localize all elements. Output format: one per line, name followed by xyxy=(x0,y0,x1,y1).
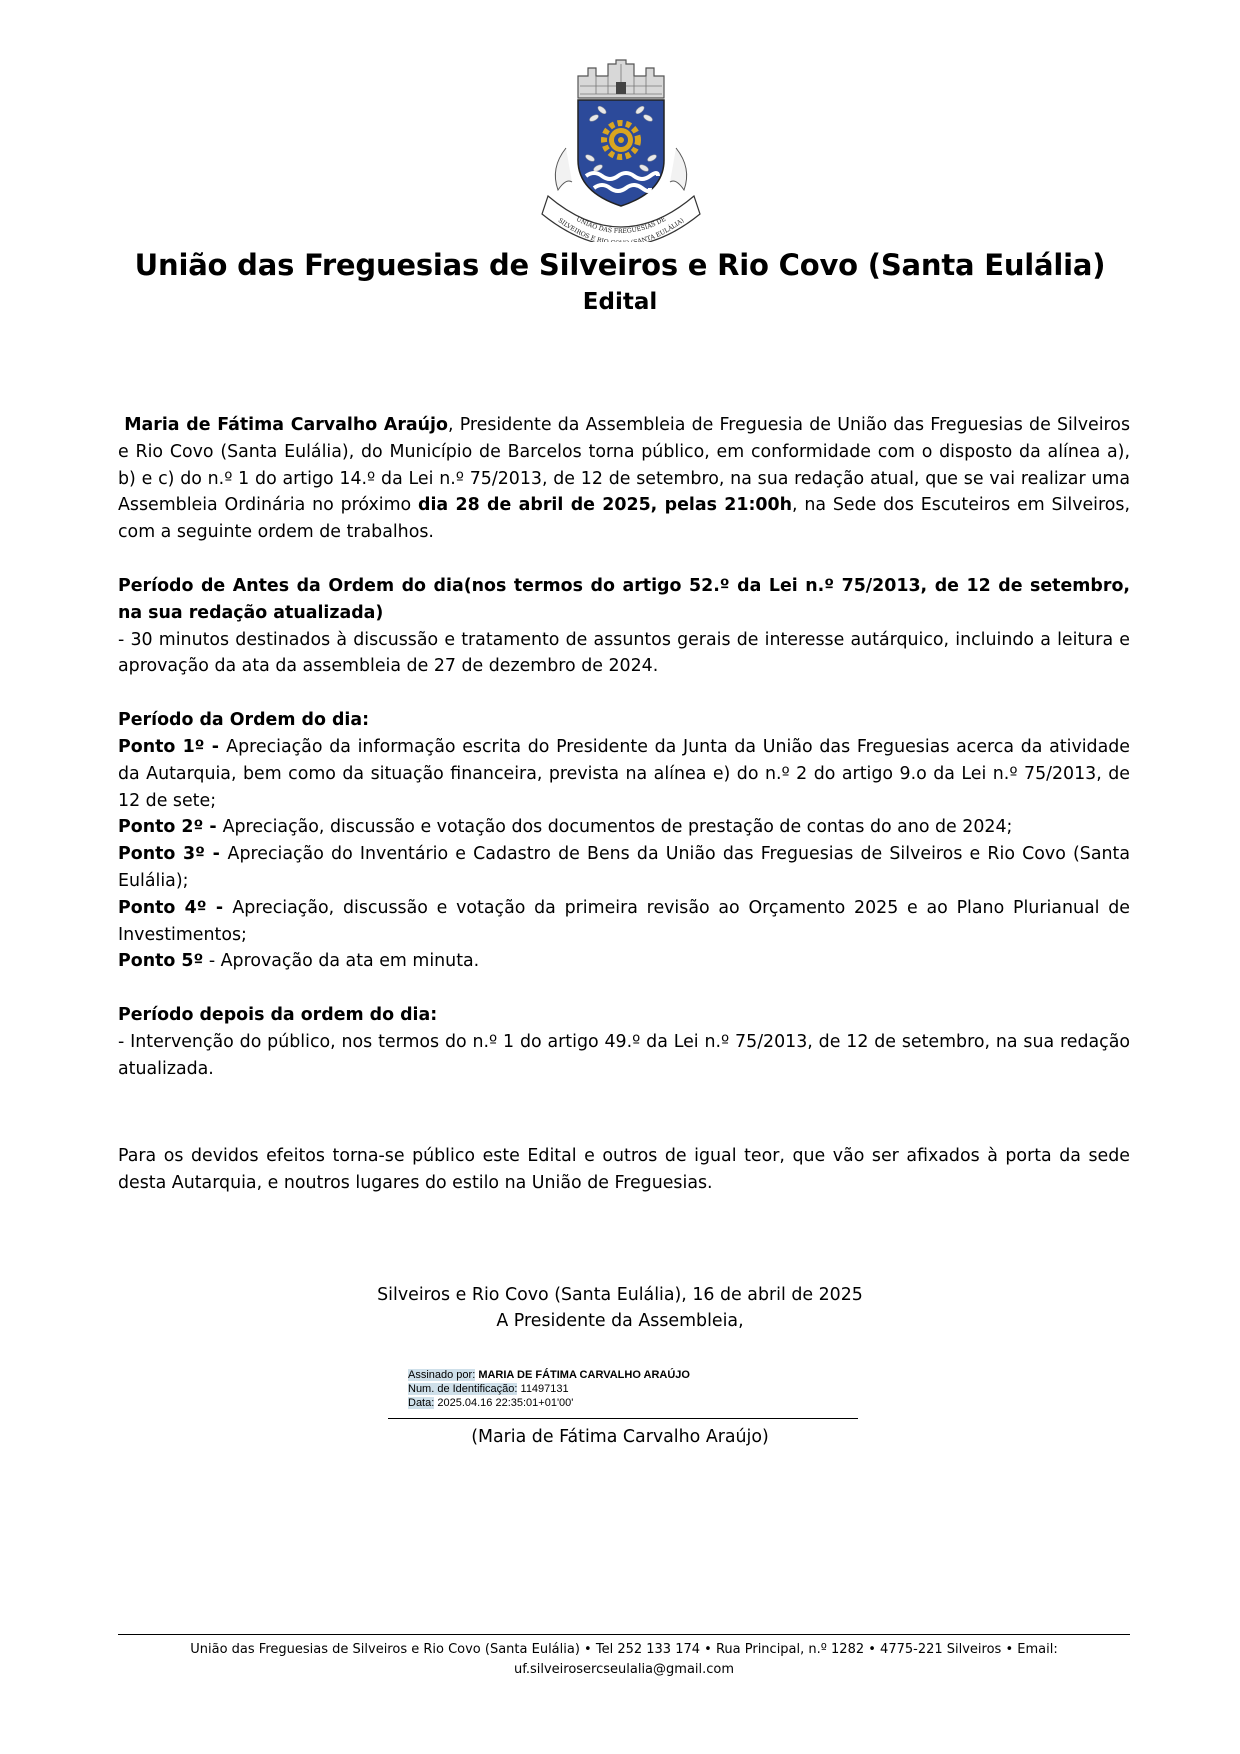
ribbon-text-2: SILVEIROS E RI ANTA EULÁLIA) xyxy=(556,216,686,242)
coat-of-arms-graphic xyxy=(536,58,706,242)
signature-block xyxy=(0,1282,1240,1334)
footer-divider xyxy=(118,1634,1130,1635)
order-item xyxy=(118,895,1130,949)
signed-by-label: Assinado por: xyxy=(408,1369,476,1381)
date-value: 2025.04.16 22:35:01+01'00' xyxy=(437,1397,574,1409)
document-type: Edital xyxy=(582,289,658,315)
id-label: Num. de Identificação: xyxy=(408,1383,518,1395)
before-order-heading: Período de Antes da Ordem do dia(nos termos do artigo 52.º da Lei n.º 75/2013, de 12 de setembro, na sua redação atualizada) xyxy=(118,575,1130,623)
meeting-date-time: dia 28 de abril de 2025, pelas 21:00h xyxy=(418,495,793,516)
left-scroll xyxy=(555,148,572,190)
footer-line-1: União das Freguesias de Silveiros e Rio Covo (Santa Eulália) • Tel 252 133 174 • Rua Principal, n.º 1282 • 4775-221 Silveiros • Email: xyxy=(190,1642,1058,1657)
mural-crown xyxy=(578,60,664,98)
intro-text-2: , na Sede dos Escuteiros em Silveiros, com a seguinte ordem de trabalhos. xyxy=(118,495,1131,543)
after-order-text: - Intervenção do público, nos termos do n.º 1 do artigo 49.º da Lei n.º 75/2013, de 12 de setembro, na sua redação atualizada. xyxy=(118,1031,1130,1079)
footer-email: uf.silveirosercseulalia@gmail.com xyxy=(513,1662,735,1677)
printed-name: (Maria de Fátima Carvalho Araújo) xyxy=(471,1427,769,1447)
before-order-text: - 30 minutos destinados à discussão e tratamento de assuntos gerais de interesse autárquico, incluindo a leitura e aprovação da ata da assembleia de 27 de dezembro de 2024. xyxy=(118,629,1130,677)
order-item xyxy=(118,948,1130,975)
coat-of-arms xyxy=(536,58,706,242)
signed-by-name: MARIA DE FÁTIMA CARVALHO ARAÚJO xyxy=(478,1369,690,1381)
after-order-heading: Período depois da ordem do dia: xyxy=(118,1005,438,1026)
closing-paragraph xyxy=(118,1143,1130,1197)
order-item xyxy=(118,841,1130,895)
id-value: 11497131 xyxy=(520,1383,569,1395)
digital-signature-stamp xyxy=(408,1368,690,1410)
order-item-label: Ponto 1º - xyxy=(118,736,227,757)
document-body xyxy=(118,412,1130,1083)
intro-paragraph xyxy=(118,412,1130,546)
signer-role: A Presidente da Assembleia, xyxy=(496,1311,744,1331)
order-item xyxy=(118,814,1130,841)
order-item-label: Ponto 4º - xyxy=(118,897,233,918)
place-date: Silveiros e Rio Covo (Santa Eulália), 16 de abril de 2025 xyxy=(377,1285,863,1305)
order-item-text: - Aprovação da ata em minuta. xyxy=(203,951,480,972)
order-item-text: Apreciação do Inventário e Cadastro de Bens da União das Freguesias de Silveiros e Rio Covo (Santa Eulália); xyxy=(118,844,1130,891)
page-title: União das Freguesias de Silveiros e Rio Covo (Santa Eulália) xyxy=(134,248,1106,282)
intro-text-1: , Presidente da Assembleia de Freguesia de União das Freguesias de Silveiros e Rio Covo (Santa Eulália), do Município de Barcelos torna público, em conformidade com o disposto da alínea a), b) e c) do n.º 1 do artigo 14.º da Lei n.º 75/2013, de 12 de setembro, na sua redação atual, que se vai realizar uma Assembleia Ordinária no próximo xyxy=(118,415,1131,516)
order-item-label: Ponto 2º - xyxy=(118,817,223,838)
order-item-text: Apreciação, discussão e votação dos documentos de prestação de contas do ano de 2024; xyxy=(222,817,1013,838)
president-name: Maria de Fátima Carvalho Araújo xyxy=(124,415,448,435)
signature-line xyxy=(388,1418,858,1419)
ribbon-text-1: UNIÃO DAS FREGUESIAS DE xyxy=(574,215,668,236)
order-heading: Período da Ordem do dia: xyxy=(118,710,370,731)
order-item xyxy=(118,734,1130,814)
closing-text: Para os devidos efeitos torna-se público este Edital e outros de igual teor, que vão ser afixados à porta da sede desta Autarquia, e noutros lugares do estilo na União de Freguesias. xyxy=(118,1146,1130,1193)
order-item-label: Ponto 5º xyxy=(118,951,204,972)
order-item-text: Apreciação da informação escrita do Presidente da Junta da União das Freguesias acerca da atividade da Autarquia, bem como da situação financeira, prevista na alínea e) do n.º 2 do artigo 9.o da Lei n.º 75/2013, de 12 de sete; xyxy=(118,736,1130,811)
order-item-label: Ponto 3º - xyxy=(118,844,228,865)
order-item-text: Apreciação, discussão e votação da primeira revisão ao Orçamento 2025 e ao Plano Plurianual de Investimentos; xyxy=(118,897,1130,945)
date-label: Data: xyxy=(408,1397,435,1409)
footer xyxy=(118,1640,1130,1680)
right-scroll xyxy=(670,148,687,190)
